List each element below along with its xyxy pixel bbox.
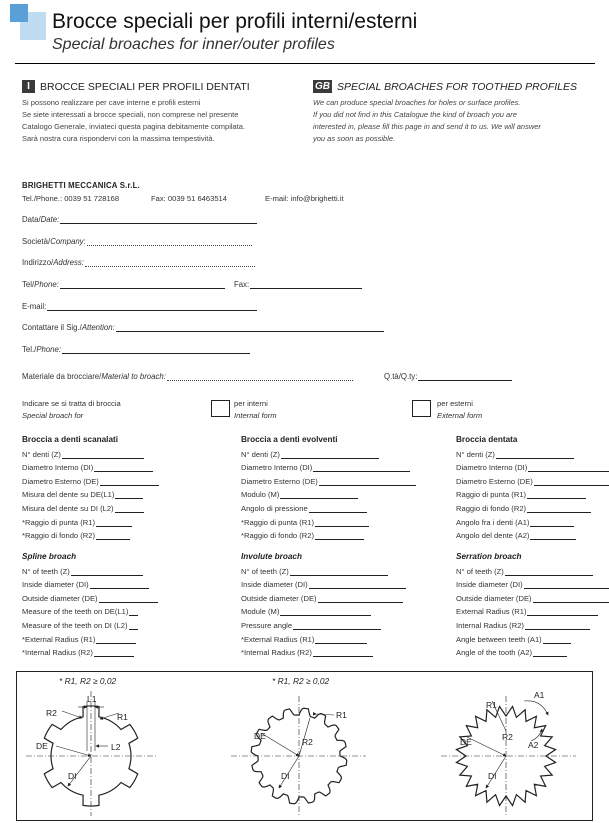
parameter-label: Measure of the teeth on DI (L2) — [22, 620, 128, 630]
parameter-list-1-it — [241, 445, 416, 540]
parameter-row[interactable] — [456, 486, 609, 500]
parameter-list-0-en — [22, 562, 158, 657]
intro-line: interested in, please fill this page in and send it to us. We will answer — [313, 122, 541, 131]
label-l2: L2 — [111, 742, 121, 752]
company-phone: Tel./Phone.: 0039 51 728168 — [22, 194, 120, 203]
parameter-input[interactable] — [71, 568, 143, 576]
intro-text-it — [22, 97, 245, 145]
column-title-2-it: Broccia dentata — [456, 435, 518, 444]
parameter-row[interactable] — [456, 603, 609, 617]
diagrams-svg — [16, 671, 593, 821]
parameter-input[interactable] — [290, 568, 388, 576]
label-r1-involute: R1 — [336, 710, 347, 720]
label-de-serration: DE — [460, 737, 472, 747]
company-input[interactable] — [87, 237, 252, 246]
parameter-input[interactable] — [533, 595, 609, 603]
parameter-row[interactable] — [456, 630, 609, 644]
parameter-input[interactable] — [527, 505, 591, 513]
parameter-row[interactable] — [22, 630, 158, 644]
parameter-label: N° of teeth (Z) — [241, 566, 289, 576]
parameter-input[interactable] — [129, 608, 138, 616]
parameter-input[interactable] — [96, 532, 130, 540]
company-fax: Fax: 0039 51 6463514 — [151, 194, 228, 203]
parameter-label: Angle of the tooth (A2) — [456, 648, 532, 658]
qty-field[interactable] — [384, 372, 512, 381]
parameter-label: *External Radius (R1) — [22, 634, 96, 644]
company-name: BRIGHETTI MECCANICA S.r.L. — [22, 181, 140, 190]
parameter-label: N° of teeth (Z) — [22, 566, 70, 576]
parameter-row[interactable] — [241, 459, 416, 473]
lang-badge-it: I — [22, 80, 35, 93]
broach-type-label-en: Special broach for — [22, 411, 84, 420]
parameter-label: Inside diameter (DI) — [456, 580, 523, 590]
parameter-input[interactable] — [94, 649, 134, 657]
parameter-label: N° of teeth (Z) — [456, 566, 504, 576]
parameter-input[interactable] — [313, 649, 373, 657]
parameter-input[interactable] — [319, 478, 416, 486]
date-label: Data/Date: — [22, 215, 60, 224]
parameter-row[interactable] — [241, 576, 406, 590]
parameter-label: Misura del dente su DE(L1) — [22, 490, 115, 500]
material-input[interactable] — [167, 372, 353, 381]
parameter-input[interactable] — [94, 464, 153, 472]
parameter-label: *Raggio di punta (R1) — [22, 517, 96, 527]
intro-line: you as soon as possible. — [313, 134, 396, 143]
parameter-label: Inside diameter (DI) — [241, 580, 308, 590]
parameter-row[interactable] — [241, 616, 406, 630]
parameter-input[interactable] — [530, 532, 576, 540]
broach-type-label-it: Indicare se si tratta di broccia — [22, 399, 121, 408]
label-l1: L1 — [87, 694, 97, 704]
intro-line: We can produce special broaches for holes or surface profiles. — [313, 98, 521, 107]
parameter-input[interactable] — [315, 636, 367, 644]
label-r2: R2 — [46, 708, 57, 718]
label-di-involute: DI — [281, 771, 290, 781]
attention-label: Contattare il Sig./Attention: — [22, 323, 115, 332]
label-di-serration: DI — [488, 771, 497, 781]
parameter-row[interactable] — [456, 527, 609, 541]
fax-field[interactable] — [234, 280, 362, 289]
parameter-input[interactable] — [280, 608, 371, 616]
parameter-label: External Radius (R1) — [456, 607, 527, 617]
parameter-row[interactable] — [22, 472, 159, 486]
parameter-label: N° denti (Z) — [241, 449, 280, 459]
label-a1: A1 — [534, 690, 545, 700]
external-label: per esterni External form — [437, 399, 483, 420]
parameter-row[interactable] — [22, 459, 159, 473]
parameter-row[interactable] — [241, 445, 416, 459]
parameter-input[interactable] — [129, 622, 138, 630]
parameter-label: Pressure angle — [241, 620, 293, 630]
label-r1-serration: R1 — [486, 700, 497, 710]
intro-line: If you did not find in this Catalogue the kind of broach you are — [313, 110, 517, 119]
intro-text-en — [313, 97, 541, 145]
parameter-label: Angolo di pressione — [241, 503, 308, 513]
address-field[interactable] — [22, 258, 255, 267]
qty-input[interactable] — [418, 372, 512, 381]
parameter-label: Angle between teeth (A1) — [456, 634, 542, 644]
fax-input[interactable] — [250, 280, 362, 289]
parameter-row[interactable] — [456, 644, 609, 658]
parameter-row[interactable] — [22, 513, 159, 527]
parameter-row[interactable] — [22, 562, 158, 576]
parameter-input[interactable] — [505, 568, 593, 576]
parameter-input[interactable] — [99, 595, 158, 603]
address-input[interactable] — [85, 258, 255, 267]
parameter-input[interactable] — [527, 608, 598, 616]
parameter-row[interactable] — [22, 644, 158, 658]
parameter-input[interactable] — [309, 505, 367, 513]
label-r2-serration: R2 — [502, 732, 513, 742]
parameter-label: Internal Radius (R2) — [456, 620, 524, 630]
parameter-input[interactable] — [534, 478, 609, 486]
parameter-label: Diametro Esterno (DE) — [456, 476, 533, 486]
parameter-row[interactable] — [22, 527, 159, 541]
fax-label: Fax: — [234, 280, 250, 289]
page-title: Brocce speciali per profili interni/esterni — [52, 10, 418, 33]
parameter-row[interactable] — [456, 459, 609, 473]
parameter-label: Diametro Esterno (DE) — [22, 476, 99, 486]
parameter-input[interactable] — [62, 451, 144, 459]
parameter-row[interactable] — [241, 644, 406, 658]
parameter-label: Outside diameter (DE) — [22, 593, 98, 603]
broach-type-label — [22, 398, 121, 422]
phone2-field[interactable] — [22, 345, 250, 354]
label-di: DI — [68, 771, 77, 781]
label-de-involute: DE — [254, 731, 266, 741]
phone2-label: Tel./Phone: — [22, 345, 62, 354]
parameter-row[interactable] — [456, 562, 609, 576]
parameter-label: *Raggio di punta (R1) — [241, 517, 315, 527]
label-a2: A2 — [528, 740, 539, 750]
label-r2-involute: R2 — [302, 737, 313, 747]
parameter-row[interactable] — [241, 472, 416, 486]
parameter-row[interactable] — [241, 589, 406, 603]
column-title-1-en: Involute broach — [241, 552, 302, 561]
parameter-label: Angolo del dente (A2) — [456, 531, 530, 541]
parameter-label: Measure of the teeth on DE(L1) — [22, 607, 129, 617]
column-title-1-it: Broccia a denti evolventi — [241, 435, 338, 444]
parameter-row[interactable] — [22, 589, 158, 603]
parameter-input[interactable] — [309, 581, 406, 589]
label-r1: R1 — [117, 712, 128, 722]
parameter-row[interactable] — [456, 576, 609, 590]
parameter-label: N° denti (Z) — [22, 449, 61, 459]
parameter-label: Outside diameter (DE) — [241, 593, 317, 603]
radius-note-1: * R1, R2 ≥ 0,02 — [59, 676, 117, 686]
parameter-label: Raggio di punta (R1) — [456, 490, 527, 500]
parameter-input[interactable] — [528, 464, 609, 472]
parameter-row[interactable] — [22, 576, 158, 590]
parameter-input[interactable] — [524, 581, 609, 589]
parameter-row[interactable] — [241, 603, 406, 617]
company-label: Società/Company: — [22, 237, 86, 246]
column-title-0-en: Spline broach — [22, 552, 77, 561]
parameter-input[interactable] — [496, 451, 574, 459]
qty-label: Q.tà/Q.ty: — [384, 372, 418, 381]
parameter-list-2-en — [456, 562, 609, 657]
intro-line: Se siete interessati a brocce speciali, non comprese nel presente — [22, 110, 239, 119]
parameter-input[interactable] — [115, 491, 143, 499]
parameter-input[interactable] — [100, 478, 159, 486]
company-field[interactable] — [22, 237, 252, 246]
material-label: Materiale da brocciare/Material to broach: — [22, 372, 166, 381]
parameter-row[interactable] — [456, 472, 609, 486]
address-label: Indirizzo/Address: — [22, 258, 84, 267]
internal-checkbox[interactable] — [211, 400, 230, 417]
column-title-2-en: Serration broach — [456, 552, 522, 561]
parameter-input[interactable] — [90, 581, 149, 589]
parameter-row[interactable] — [241, 630, 406, 644]
page-subtitle: Special broaches for inner/outer profiles — [52, 36, 335, 53]
phone-field[interactable] — [22, 280, 225, 289]
phone2-input[interactable] — [62, 345, 250, 354]
parameter-label: Diametro Esterno (DE) — [241, 476, 318, 486]
parameter-label: *Raggio di fondo (R2) — [241, 531, 315, 541]
parameter-label: Inside diameter (DI) — [22, 580, 89, 590]
parameter-input[interactable] — [313, 464, 410, 472]
parameter-row[interactable] — [22, 603, 158, 617]
radius-note-2: * R1, R2 ≥ 0,02 — [272, 676, 330, 686]
parameter-list-2-it — [456, 445, 609, 540]
parameter-label: *Internal Radius (R2) — [22, 648, 93, 658]
parameter-label: Diametro Interno (DI) — [456, 463, 528, 473]
parameter-row[interactable] — [22, 499, 159, 513]
parameter-label: *Raggio di fondo (R2) — [22, 531, 96, 541]
parameter-row[interactable] — [456, 445, 609, 459]
email-field[interactable] — [22, 302, 257, 311]
email-label: E-mail: — [22, 302, 47, 311]
parameter-label: *External Radius (R1) — [241, 634, 315, 644]
parameter-input[interactable] — [318, 595, 403, 603]
parameter-row[interactable] — [241, 562, 406, 576]
intro-line: Si possono realizzare per cave interne e profili esterni — [22, 98, 201, 107]
parameter-list-1-en — [241, 562, 406, 657]
parameter-input[interactable] — [96, 519, 132, 527]
parameter-input[interactable] — [533, 649, 567, 657]
parameter-row[interactable] — [241, 513, 416, 527]
external-checkbox[interactable] — [412, 400, 431, 417]
intro-line: Sarà nostra cura rispondervi con la massima tempestività. — [22, 134, 215, 143]
parameter-input[interactable] — [525, 622, 590, 630]
header-divider — [15, 63, 595, 64]
internal-label: per interni Internal form — [234, 399, 277, 420]
parameter-row[interactable] — [456, 499, 609, 513]
intro-line: Catalogo Generale, inviateci questa pagina debitamente compilata. — [22, 122, 246, 131]
company-email: E-mail: info@brighetti.it — [265, 194, 344, 203]
attention-input[interactable] — [116, 323, 384, 332]
parameter-row[interactable] — [22, 616, 158, 630]
parameter-input[interactable] — [280, 491, 358, 499]
parameter-label: *Internal Radius (R2) — [241, 648, 312, 658]
parameter-label: Angolo fra i denti (A1) — [456, 517, 530, 527]
serration-diagram — [441, 696, 576, 816]
phone-input[interactable] — [60, 280, 225, 289]
parameter-row[interactable] — [241, 527, 416, 541]
email-input[interactable] — [47, 302, 257, 311]
parameter-label: N° denti (Z) — [456, 449, 495, 459]
parameter-row[interactable] — [22, 445, 159, 459]
parameter-row[interactable] — [456, 616, 609, 630]
parameter-label: Diametro Interno (DI) — [241, 463, 313, 473]
parameter-label: Misura del dente su DI (L2) — [22, 503, 114, 513]
parameter-input[interactable] — [315, 519, 369, 527]
parameter-row[interactable] — [22, 486, 159, 500]
date-input[interactable] — [60, 215, 257, 224]
parameter-list-0-it — [22, 445, 159, 540]
parameter-row[interactable] — [456, 589, 609, 603]
parameter-input[interactable] — [543, 636, 571, 644]
parameter-label: Raggio di fondo (R2) — [456, 503, 527, 513]
parameter-label: Modulo (M) — [241, 490, 280, 500]
lang-badge-gb: GB — [315, 81, 330, 92]
parameter-label: Outside diameter (DE) — [456, 593, 532, 603]
intro-title-en: SPECIAL BROACHES FOR TOOTHED PROFILES — [337, 81, 577, 93]
parameter-input[interactable] — [315, 532, 364, 540]
date-field[interactable] — [22, 215, 257, 224]
header-deco-square-dark — [10, 4, 28, 22]
parameter-row[interactable] — [241, 499, 416, 513]
phone-label: Tel/Phone: — [22, 280, 59, 289]
parameter-input[interactable] — [530, 519, 574, 527]
parameter-input[interactable] — [96, 636, 136, 644]
parameter-label: Diametro Interno (DI) — [22, 463, 94, 473]
parameter-row[interactable] — [241, 486, 416, 500]
parameter-input[interactable] — [293, 622, 381, 630]
parameter-input[interactable] — [115, 505, 144, 513]
intro-title-it: BROCCE SPECIALI PER PROFILI DENTATI — [40, 81, 250, 93]
parameter-row[interactable] — [456, 513, 609, 527]
attention-field[interactable] — [22, 323, 384, 332]
parameter-input[interactable] — [281, 451, 379, 459]
parameter-label: Module (M) — [241, 607, 280, 617]
column-title-0-it: Broccia a denti scanalati — [22, 435, 119, 444]
parameter-input[interactable] — [527, 491, 586, 499]
label-de: DE — [36, 741, 48, 751]
material-field[interactable] — [22, 372, 353, 381]
